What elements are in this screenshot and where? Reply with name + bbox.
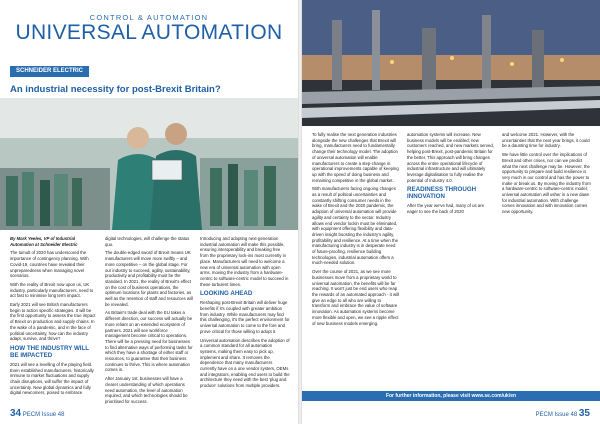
- right-page: [302, 0, 600, 424]
- paragraph: Reshaping post-Brexit Britain will deliver huge benefits if it's coupled with greater ambition from industry. While manufacturers may find this challenging, it's the perfect environment for universal automation to come to the fore and prove critical for those willing to adopt it.: [200, 300, 290, 334]
- left-column-2: [105, 236, 193, 408]
- paragraph: Universal automation describes the adoption of a common standard for all automation systems, making them easy to pick up, implement and share. It removes the dependence that many manufacturers currently have on a one vendor system, OEMs and integrators, enabling end users to build the architecture they need with the best 'plug and produce' solutions from multiple providers.: [200, 337, 290, 389]
- paragraph: Over the course of 2021, as we see more businesses move from a proprietary world to universal automation, the benefits will be far reaching. It won't just be end users who reap the rewards of an automated approach - it will give an edge to all who are willing to transform and embrace the value of software innovation. As automation systems become more flexible and open, we see a ripple effect of new business models emerging.: [312, 269, 399, 326]
- section-heading: READINESS THROUGH INNOVATION: [407, 186, 477, 201]
- company-label: SCHNEIDER ELECTRIC: [10, 66, 89, 77]
- right-folio: [536, 408, 590, 419]
- page-number: 34: [10, 408, 22, 419]
- paragraph: The tumult of 2020 has underscored the importance of contingency planning. With Covid-19, countries have revealed their unpreparedness when managing novel scenarios.: [10, 250, 89, 279]
- paragraph: After January 1st, businesses will have a clearer understanding of which operations need automation, the level of automation required, and which technologies should be prioritised for success.: [105, 376, 188, 404]
- engineers-photo-illustration: [0, 98, 298, 230]
- section-kicker: CONTROL & AUTOMATION: [89, 13, 209, 22]
- left-column-3: [200, 236, 290, 392]
- left-column-1: [10, 236, 98, 399]
- paragraph: To fully realise the next generation industries alongside the new challenges that Brexit will bring, manufacturers need to fundamentally change their technology model. The adoption of universal automation will enable manufacturers to create a step-change in operational improvements capable of keeping up with the speed of doing business and remaining competitive in the global market.: [312, 132, 399, 183]
- section-heading: HOW THE INDUSTRY WILL BE IMPACTED: [10, 344, 89, 359]
- paragraph: and welcome 2021. However, with the uncertainties that the next year brings, it could be a daunting time for industry.: [502, 132, 590, 149]
- article-headline: UNIVERSAL AUTOMATION: [15, 21, 283, 44]
- engineers-photo: [0, 98, 298, 230]
- paragraph: 2021 will see a levelling of the playing field. Even established manufacturers, historically immune to market fluctuations and supply chain disruptions, will suffer the impact of uncertainty. New global dynamics and fully digital newcomers, poised to embrace: [10, 361, 94, 396]
- paragraph: With the reality of Brexit now upon us, UK industry, particularly manufacturers, need to act fast to minimise long term impact.: [10, 281, 94, 299]
- right-column-3: [502, 132, 592, 218]
- byline: By Mark Yeeles, VP of Industrial Automation at Schneider Electric: [10, 236, 78, 247]
- further-info-bar: For further information, please visit www.se.com/uk/en: [302, 391, 600, 401]
- magazine-issue: PECM Issue 48: [535, 412, 578, 418]
- left-folio: [10, 408, 64, 419]
- section-heading: LOOKING AHEAD: [200, 290, 253, 298]
- left-page: [0, 0, 298, 424]
- industrial-plant-photo: [302, 0, 600, 126]
- paragraph: We have little control over the implications of Brexit and other crises, nor can we predict what the next challenge may be. However, the opportunity to prepare and build resilience is very much in our control and has the power to make or break us. By moving the industry from a hardware-centric to software-centric model, universal automation will usher in a new dawn for industrial automation. With challenge comes innovation and with innovation comes new opportunity.: [502, 152, 591, 215]
- article-subheadline: An industrial necessity for post-Brexit Britain?: [10, 84, 221, 95]
- paragraph: digital technologies, will challenge the status quo.: [105, 236, 190, 247]
- paragraph: As Britain's trade deal with the EU takes a different direction, our success will actually be more reliant on an extended ecosystem of partners. 2021 will see workforce management become critical to operations. There will be a pressing need for businesses to find alternative ways of performing tasks for which they have a shortage of either staff or resources, to guarantee that their business continues to thrive. This is where automation comes in.: [105, 310, 193, 373]
- right-column-1: [312, 132, 400, 329]
- paragraph: With manufacturers facing ongoing changes as a result of political uncertainties and constantly shifting consumer needs in the wake of Brexit and the 2020 pandemic, the adoption of universal automation will provide agility and certainty to the sector. Industry allows end vendor lockin must be eliminated, with equipment offering flexibility and data-driven insight boosting the industry's agility, profitability and resilience. At a time when the manufacturing industry is in desperate need of future-proofing, resilience building technologies, industrial automation offers a much-needed solution.: [312, 186, 398, 266]
- industrial-plant-illustration: [302, 0, 600, 126]
- right-column-2: [407, 132, 495, 218]
- paragraph: Introducing and adopting next-generation industrial automation will make this possible, ensuring interoperability and breaking free from the proprietary lock-ins most currently in place. Manufacturers will need to welcome a new era of universal automation with open arms, moving the industry from a hardware-centric to software-centric model to succeed in these turbulent times.: [200, 236, 289, 287]
- page-number: 35: [578, 408, 590, 419]
- paragraph: The double-edged sword of Brexit means UK manufacturers will move more swiftly – and more competitive – on the global stage. For our industry to succeed, agility, sustainability, productivity and profitability must be the standard. In 2021, the reality of Brexit's effect on the cost of business operations, the optimum locations for plants and factories, as well as the retention of staff and resources will be revealed.: [105, 250, 193, 307]
- paragraph: Early 2021 will see British manufacturers begin to action specific strategies. It will be the first opportunity to assess the true impact of Brexit on production and supply chains. In the wake of a pandemic, and in the face of political uncertainty, how can the industry adapt, survive, and thrive?: [10, 302, 96, 342]
- paragraph: After the year we've had, many of us are eager to see the back of 2020: [407, 203, 485, 215]
- magazine-issue: PECM Issue 48: [22, 412, 65, 418]
- paragraph: automation systems will increase. New business models will be enabled, new customers reached, and new markets served, helping post-Brexit, post-pandemic Britain for the better. This approach will bring changes across the entire operational lifecycle of industrial infrastructure and will ultimately leverage digitalisation to fully realise the potential of Industry 4.0.: [407, 132, 494, 183]
